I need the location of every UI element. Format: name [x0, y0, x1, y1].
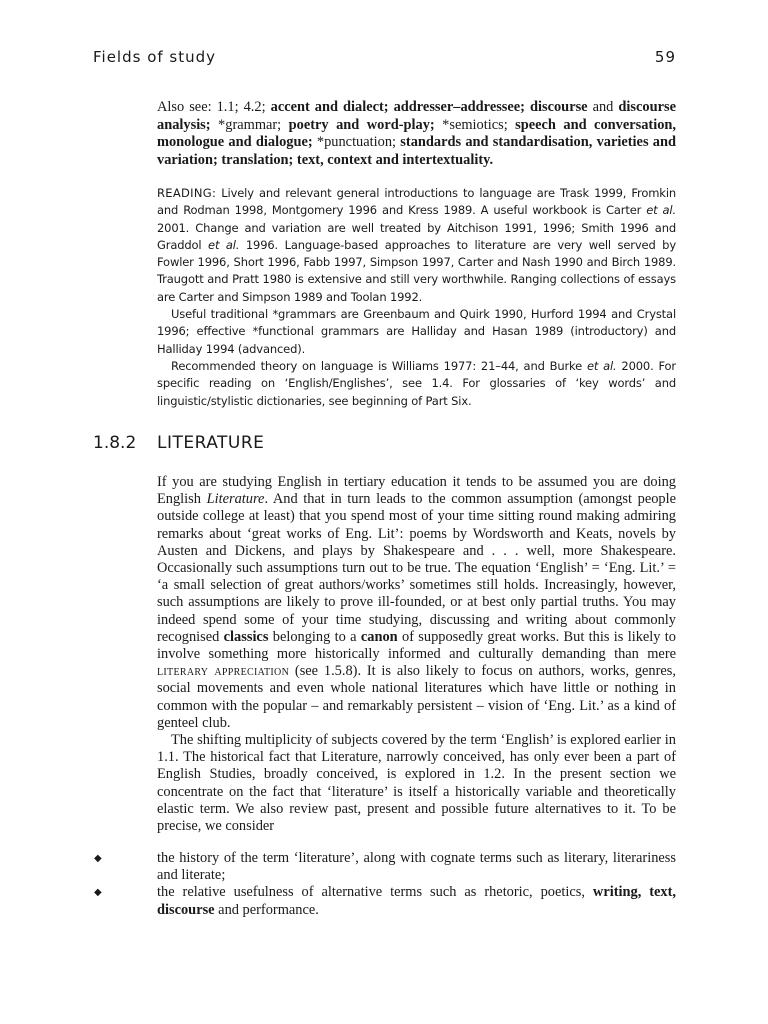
body-emphasis: Literature [206, 491, 265, 508]
also-see-sep: and [587, 99, 619, 115]
list-item [94, 850, 676, 884]
body-keyword: canon [360, 628, 398, 645]
reading-etal: et al. [586, 358, 617, 373]
also-see-sep: *punctuation; [312, 134, 401, 151]
list-item-keyword: writing, text, [592, 884, 676, 901]
list-item-keyword: discourse [157, 901, 215, 918]
reading-text: Recommended theory on language is Williams 1977: 21–44, and Burke [171, 358, 587, 373]
also-see-term: discourse [530, 99, 588, 115]
body-text: (see 1.5.8). It is also likely to focus on authors, works, genres, social movements and even whole national literatures which have little or nothing in common with the popular – and remarkably persistent – vision of ‘Eng. Lit.’ as a kind of genteel club. [157, 663, 677, 731]
reading-paragraph: Useful traditional *grammars are Greenbaum and Quirk 1990, Hurford 1994 and Crystal 1996; effective *functional grammars are Halliday and Hasan 1989 (introductory) and Halliday 1994 (advanced). [157, 307, 676, 356]
body-text: belonging to a [268, 628, 361, 645]
also-see-prefix: Also see: 1.1; 4.2; [157, 99, 271, 115]
section-heading [93, 433, 676, 457]
body-paragraph: The shifting multiplicity of subjects covered by the term ‘English’ is explored earlier in 1.1. The historical fact that Literature, narrowly conceived, has only ever been a part of English Studies, broadly conceived, is explored in 1.2. In the present section we concentrate on the fact that ‘literature’ is itself a historically variable and theoretically elastic term. We also review past, present and possible future alternatives to it. To be precise, we consider [157, 732, 676, 835]
body-keyword: classics [223, 628, 269, 645]
reading-section [157, 185, 676, 410]
reading-etal: et al. [646, 203, 676, 218]
list-item-text: the relative usefulness of alternative terms such as rhetoric, poetics, [157, 884, 593, 901]
also-see-term: poetry and word-play; [288, 116, 435, 133]
reading-paragraph [157, 185, 676, 306]
reading-text: 2001. Change and variation are well treated by Aitchison 1991, 1996; Smith 1996 and Graddol [157, 220, 676, 252]
section-number: 1.8.2 [93, 433, 137, 453]
bullet-list [94, 850, 676, 919]
section-body [157, 474, 676, 835]
also-see-term: accent and dialect; addresser–addressee; [270, 99, 525, 115]
reading-text: 1996. Language-based approaches to literature are very well served by Fowler 1996, Short 1996, Fabb 1997, Simpson 1997, Carter and Nash 1990 and Birch 1989. Traugott and Pratt 1980 is extensive and still very worthwhile. Ranging collections of essays are Carter and Simpson 1989 and Toolan 1992. [157, 237, 676, 304]
body-text: of supposedly great works. But this is likely to involve something more historically informed and culturally demanding than mere [157, 628, 676, 663]
list-item [94, 884, 676, 918]
also-see-sep: *semiotics; [434, 116, 516, 133]
body-paragraph [157, 474, 676, 732]
also-see-paragraph [157, 99, 676, 169]
list-item-text: the history of the term ‘literature’, along with cognate terms such as literary, literariness and literate; [157, 850, 676, 884]
list-item-text: and performance. [214, 901, 319, 918]
also-see-sep: *grammar; [210, 116, 289, 133]
body-small-caps: literary appreciation [157, 663, 290, 680]
reading-etal: et al. [208, 237, 240, 252]
also-see-term: speech and conversation, monologue and dialogue; [157, 116, 676, 151]
diamond-bullet-icon: ◆ [94, 853, 102, 864]
also-see-term: discourse analysis; [157, 99, 676, 133]
page-number: 59 [654, 48, 676, 66]
reading-text: 2000. For specific reading on ‘English/Englishes’, see 1.4. For glossaries of ‘key words’ and linguistic/stylistic dictionaries, see beginning of Part Six. [157, 358, 676, 408]
body-text: . And that in turn leads to the common assumption (amongst people outside college at least) that you spend most of your time sitting round making admiring remarks about ‘great works of Eng. Lit’: poems by Wordsworth and Keats, novels by Austen and Dickens, and plays by Shakespeare and . . . well, more Shakespeare. Occasionally such assumptions turn out to be true. The equation ‘English’ = ‘Eng. Lit.’ = ‘a small selection of great authors/works’ sometimes still holds. Increasingly, however, such assumptions are likely to prove ill-founded, or at best only partial truths. You may indeed spend some of your time studying, discussing and writing about commonly recognised [157, 491, 677, 645]
section-title: LITERATURE [157, 433, 265, 453]
also-see-term: standards and standardisation, varieties and variation; translation; text, context and intertextuality. [157, 134, 676, 168]
running-head-title: Fields of study [93, 48, 217, 66]
reading-text: Lively and relevant general introductions to language are Trask 1999, Fromkin and Rodman 1998, Montgomery 1996 and Kress 1989. A useful workbook is Carter [157, 186, 676, 218]
reading-label: READING: [157, 186, 217, 200]
diamond-bullet-icon: ◆ [94, 887, 102, 899]
body-text: If you are studying English in tertiary education it tends to be assumed you are doing English [157, 474, 676, 508]
running-head [93, 48, 676, 68]
reading-paragraph [157, 358, 676, 410]
